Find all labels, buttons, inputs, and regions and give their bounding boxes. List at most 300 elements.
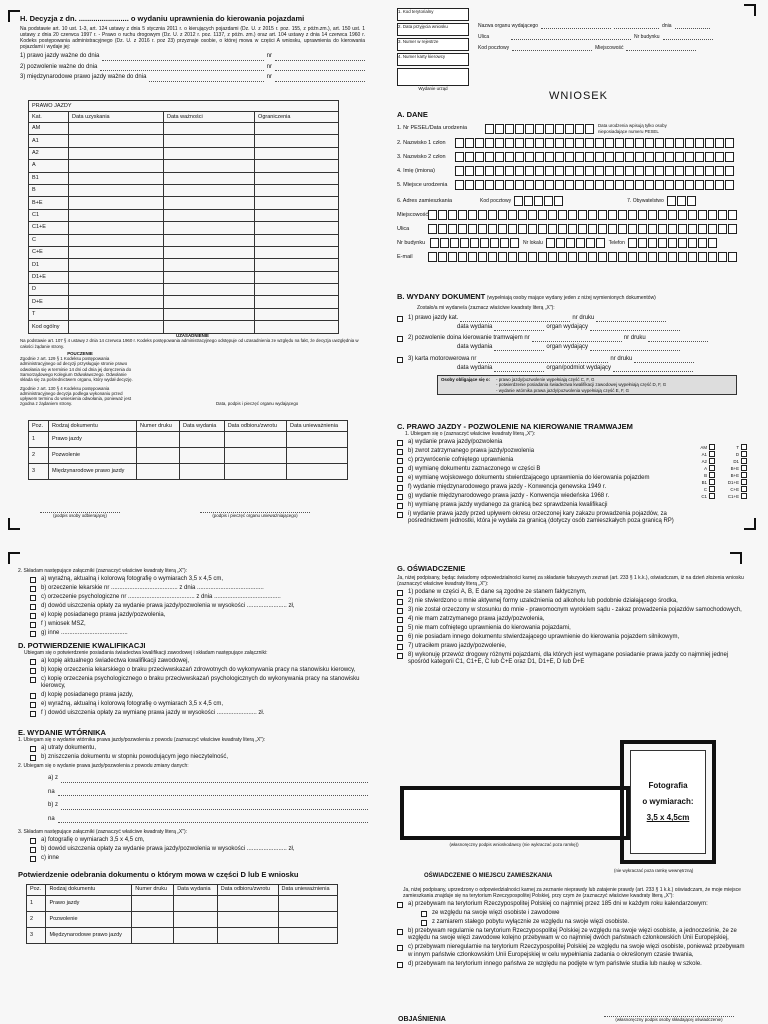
table-cell[interactable] — [255, 135, 339, 147]
category-checkbox[interactable] — [741, 479, 747, 485]
char-box[interactable] — [625, 180, 634, 190]
char-box[interactable] — [625, 138, 634, 148]
char-box[interactable] — [555, 124, 564, 134]
table-cell[interactable] — [163, 209, 254, 221]
char-box[interactable] — [578, 252, 587, 262]
char-box[interactable] — [688, 252, 697, 262]
char-box[interactable] — [685, 152, 694, 162]
checkbox[interactable] — [397, 929, 403, 935]
category-checkbox[interactable] — [741, 472, 747, 478]
category-checkbox[interactable] — [709, 458, 715, 464]
permit-date-field[interactable] — [100, 65, 263, 71]
char-box[interactable] — [535, 180, 544, 190]
table-cell[interactable] — [132, 927, 174, 943]
char-box[interactable] — [576, 238, 585, 248]
char-box[interactable] — [655, 138, 664, 148]
char-box[interactable] — [725, 152, 734, 162]
char-box[interactable] — [668, 252, 677, 262]
char-box[interactable] — [588, 224, 597, 234]
category-checkbox[interactable] — [741, 451, 747, 457]
checkbox[interactable] — [397, 945, 403, 951]
char-box[interactable] — [495, 124, 504, 134]
char-box[interactable] — [645, 180, 654, 190]
char-box[interactable] — [695, 152, 704, 162]
char-box[interactable] — [668, 238, 677, 248]
phone-boxes[interactable] — [628, 238, 718, 248]
table-cell[interactable] — [163, 160, 254, 172]
organ-postcode-field[interactable] — [512, 44, 592, 51]
checkbox[interactable] — [30, 595, 36, 601]
table-cell[interactable] — [224, 464, 286, 480]
char-box[interactable] — [535, 138, 544, 148]
char-box[interactable] — [648, 224, 657, 234]
char-box[interactable] — [605, 138, 614, 148]
char-box[interactable] — [468, 252, 477, 262]
table-cell[interactable] — [255, 184, 339, 196]
table-cell[interactable] — [163, 222, 254, 234]
char-box[interactable] — [685, 166, 694, 176]
checkbox[interactable] — [397, 962, 403, 968]
char-box[interactable] — [515, 124, 524, 134]
char-box[interactable] — [718, 210, 727, 220]
char-box[interactable] — [698, 224, 707, 234]
char-box[interactable] — [534, 196, 543, 206]
char-box[interactable] — [588, 210, 597, 220]
organ-building-field[interactable] — [663, 33, 713, 40]
char-box[interactable] — [575, 138, 584, 148]
table-cell[interactable] — [174, 911, 218, 927]
char-box[interactable] — [538, 210, 547, 220]
char-box[interactable] — [515, 138, 524, 148]
checkbox[interactable] — [30, 613, 36, 619]
char-box[interactable] — [475, 166, 484, 176]
city-boxes[interactable] — [428, 210, 738, 220]
char-box[interactable] — [685, 180, 694, 190]
char-box[interactable] — [625, 152, 634, 162]
char-box[interactable] — [638, 224, 647, 234]
char-box[interactable] — [695, 166, 704, 176]
char-box[interactable] — [615, 138, 624, 148]
char-box[interactable] — [575, 166, 584, 176]
char-box[interactable] — [514, 196, 523, 206]
char-box[interactable] — [648, 238, 657, 248]
table-cell[interactable] — [224, 448, 286, 464]
table-cell[interactable] — [163, 321, 254, 333]
char-box[interactable] — [608, 224, 617, 234]
char-box[interactable] — [568, 210, 577, 220]
char-box[interactable] — [635, 138, 644, 148]
table-cell[interactable] — [255, 271, 339, 283]
table-cell[interactable] — [255, 222, 339, 234]
char-box[interactable] — [595, 138, 604, 148]
table-cell[interactable] — [278, 911, 337, 927]
char-box[interactable] — [480, 238, 489, 248]
char-box[interactable] — [648, 252, 657, 262]
char-box[interactable] — [548, 252, 557, 262]
char-box[interactable] — [705, 166, 714, 176]
checkbox[interactable] — [397, 626, 403, 632]
change-b-to-field[interactable] — [58, 817, 368, 823]
table-cell[interactable] — [255, 321, 339, 333]
char-box[interactable] — [618, 210, 627, 220]
char-box[interactable] — [558, 224, 567, 234]
char-box[interactable] — [598, 210, 607, 220]
table-cell[interactable] — [255, 308, 339, 320]
char-box[interactable] — [545, 152, 554, 162]
char-box[interactable] — [485, 166, 494, 176]
checkbox[interactable] — [30, 746, 36, 752]
char-box[interactable] — [675, 138, 684, 148]
table-cell[interactable] — [69, 284, 164, 296]
char-box[interactable] — [705, 152, 714, 162]
category-checkbox[interactable] — [709, 444, 715, 450]
char-box[interactable] — [645, 152, 654, 162]
char-box[interactable] — [455, 138, 464, 148]
char-box[interactable] — [548, 210, 557, 220]
category-checkbox[interactable] — [741, 486, 747, 492]
organ-street-field[interactable] — [511, 33, 631, 40]
table-cell[interactable] — [163, 184, 254, 196]
table-cell[interactable] — [217, 927, 278, 943]
category-checkbox[interactable] — [741, 444, 747, 450]
char-box[interactable] — [428, 224, 437, 234]
char-box[interactable] — [605, 152, 614, 162]
char-box[interactable] — [565, 124, 574, 134]
char-box[interactable] — [575, 124, 584, 134]
checkbox[interactable] — [397, 635, 403, 641]
table-cell[interactable] — [163, 172, 254, 184]
table-cell[interactable] — [174, 927, 218, 943]
char-box[interactable] — [478, 252, 487, 262]
char-box[interactable] — [655, 152, 664, 162]
char-box[interactable] — [715, 152, 724, 162]
table-cell[interactable] — [69, 123, 164, 135]
char-box[interactable] — [698, 238, 707, 248]
table-cell[interactable] — [180, 432, 225, 448]
date-field[interactable] — [675, 22, 710, 29]
checkbox[interactable] — [397, 512, 403, 518]
checkbox[interactable] — [30, 693, 36, 699]
char-box[interactable] — [448, 252, 457, 262]
char-box[interactable] — [718, 224, 727, 234]
char-box[interactable] — [535, 152, 544, 162]
table-cell[interactable] — [174, 895, 218, 911]
char-box[interactable] — [450, 238, 459, 248]
char-box[interactable] — [515, 180, 524, 190]
email-boxes[interactable] — [428, 252, 738, 262]
table-cell[interactable] — [217, 911, 278, 927]
category-checkbox[interactable] — [741, 465, 747, 471]
char-box[interactable] — [628, 252, 637, 262]
char-box[interactable] — [585, 152, 594, 162]
char-box[interactable] — [518, 224, 527, 234]
char-box[interactable] — [498, 224, 507, 234]
checkbox[interactable] — [30, 677, 36, 683]
char-box[interactable] — [648, 210, 657, 220]
table-cell[interactable] — [180, 464, 225, 480]
checkbox[interactable] — [421, 920, 427, 926]
char-box[interactable] — [498, 210, 507, 220]
table-cell[interactable] — [255, 197, 339, 209]
table-cell[interactable] — [278, 927, 337, 943]
checkbox[interactable] — [397, 653, 403, 659]
table-cell[interactable] — [255, 234, 339, 246]
table-cell[interactable] — [137, 464, 180, 480]
table-cell[interactable] — [255, 147, 339, 159]
char-box[interactable] — [428, 210, 437, 220]
char-box[interactable] — [635, 180, 644, 190]
checkbox[interactable] — [30, 702, 36, 708]
table-cell[interactable] — [137, 432, 180, 448]
char-box[interactable] — [440, 238, 449, 248]
char-box[interactable] — [488, 224, 497, 234]
char-box[interactable] — [508, 252, 517, 262]
char-box[interactable] — [658, 210, 667, 220]
char-box[interactable] — [458, 224, 467, 234]
intl-date-field[interactable] — [149, 76, 263, 82]
table-cell[interactable] — [69, 222, 164, 234]
table-cell[interactable] — [69, 184, 164, 196]
char-box[interactable] — [465, 180, 474, 190]
checkbox[interactable] — [397, 485, 403, 491]
char-box[interactable] — [565, 152, 574, 162]
char-box[interactable] — [505, 166, 514, 176]
char-box[interactable] — [455, 166, 464, 176]
checkbox[interactable] — [397, 458, 403, 464]
char-box[interactable] — [586, 238, 595, 248]
char-box[interactable] — [538, 224, 547, 234]
names-boxes[interactable] — [455, 166, 735, 176]
char-box[interactable] — [438, 224, 447, 234]
char-box[interactable] — [515, 166, 524, 176]
apartment-boxes[interactable] — [546, 238, 606, 248]
char-box[interactable] — [524, 196, 533, 206]
char-box[interactable] — [508, 224, 517, 234]
char-box[interactable] — [677, 196, 686, 206]
char-box[interactable] — [678, 210, 687, 220]
char-box[interactable] — [708, 210, 717, 220]
char-box[interactable] — [575, 152, 584, 162]
char-box[interactable] — [658, 252, 667, 262]
checkbox[interactable] — [397, 467, 403, 473]
table-cell[interactable] — [255, 284, 339, 296]
license-date-field[interactable] — [102, 55, 263, 61]
char-box[interactable] — [675, 152, 684, 162]
place-field[interactable] — [614, 22, 659, 29]
char-box[interactable] — [675, 166, 684, 176]
char-box[interactable] — [465, 138, 474, 148]
char-box[interactable] — [678, 252, 687, 262]
char-box[interactable] — [578, 224, 587, 234]
table-cell[interactable] — [69, 135, 164, 147]
char-box[interactable] — [565, 180, 574, 190]
char-box[interactable] — [618, 252, 627, 262]
char-box[interactable] — [554, 196, 563, 206]
char-box[interactable] — [605, 166, 614, 176]
char-box[interactable] — [698, 252, 707, 262]
checkbox[interactable] — [30, 577, 36, 583]
checkbox[interactable] — [30, 711, 36, 717]
char-box[interactable] — [505, 138, 514, 148]
char-box[interactable] — [687, 196, 696, 206]
char-box[interactable] — [505, 180, 514, 190]
organ-city-field[interactable] — [626, 44, 696, 51]
surname2-boxes[interactable] — [455, 152, 735, 162]
char-box[interactable] — [565, 138, 574, 148]
table-cell[interactable] — [163, 284, 254, 296]
char-box[interactable] — [618, 224, 627, 234]
char-box[interactable] — [728, 252, 737, 262]
photo-box[interactable]: Fotografia o wymiarach: 3,5 x 4,5cm — [630, 750, 706, 854]
char-box[interactable] — [608, 210, 617, 220]
char-box[interactable] — [535, 166, 544, 176]
char-box[interactable] — [655, 166, 664, 176]
table-cell[interactable] — [69, 209, 164, 221]
table-cell[interactable] — [163, 147, 254, 159]
char-box[interactable] — [538, 252, 547, 262]
char-box[interactable] — [638, 252, 647, 262]
char-box[interactable] — [655, 180, 664, 190]
table-cell[interactable] — [69, 234, 164, 246]
checkbox[interactable] — [397, 902, 403, 908]
char-box[interactable] — [495, 138, 504, 148]
char-box[interactable] — [565, 166, 574, 176]
char-box[interactable] — [665, 152, 674, 162]
char-box[interactable] — [478, 224, 487, 234]
char-box[interactable] — [488, 252, 497, 262]
char-box[interactable] — [518, 252, 527, 262]
char-box[interactable] — [558, 252, 567, 262]
char-box[interactable] — [535, 124, 544, 134]
table-cell[interactable] — [255, 160, 339, 172]
char-box[interactable] — [558, 210, 567, 220]
char-box[interactable] — [455, 180, 464, 190]
checkbox[interactable] — [30, 755, 36, 761]
char-box[interactable] — [728, 210, 737, 220]
table-cell[interactable] — [255, 209, 339, 221]
char-box[interactable] — [585, 180, 594, 190]
char-box[interactable] — [544, 196, 553, 206]
char-box[interactable] — [628, 238, 637, 248]
char-box[interactable] — [505, 152, 514, 162]
char-box[interactable] — [615, 180, 624, 190]
char-box[interactable] — [665, 180, 674, 190]
char-box[interactable] — [708, 252, 717, 262]
char-box[interactable] — [568, 252, 577, 262]
table-cell[interactable] — [287, 448, 348, 464]
checkbox[interactable] — [397, 608, 403, 614]
char-box[interactable] — [605, 180, 614, 190]
char-box[interactable] — [546, 238, 555, 248]
char-box[interactable] — [475, 152, 484, 162]
char-box[interactable] — [665, 166, 674, 176]
char-box[interactable] — [525, 166, 534, 176]
table-cell[interactable] — [278, 895, 337, 911]
pesel-boxes[interactable] — [485, 124, 595, 134]
permit-nr-field[interactable] — [275, 64, 365, 71]
table-cell[interactable] — [163, 259, 254, 271]
char-box[interactable] — [455, 152, 464, 162]
char-box[interactable] — [488, 210, 497, 220]
category-checkbox[interactable] — [741, 493, 747, 499]
table-cell[interactable] — [255, 172, 339, 184]
checkbox[interactable] — [30, 847, 36, 853]
organ-field[interactable] — [541, 22, 611, 29]
birthplace-boxes[interactable] — [455, 180, 735, 190]
building-boxes[interactable] — [430, 238, 520, 248]
char-box[interactable] — [628, 210, 637, 220]
checkbox[interactable] — [397, 494, 403, 500]
doc-license-checkbox[interactable] — [397, 316, 403, 322]
char-box[interactable] — [715, 180, 724, 190]
char-box[interactable] — [705, 180, 714, 190]
char-box[interactable] — [638, 238, 647, 248]
char-box[interactable] — [505, 124, 514, 134]
surname1-boxes[interactable] — [455, 138, 735, 148]
table-cell[interactable] — [163, 123, 254, 135]
checkbox[interactable] — [397, 599, 403, 605]
char-box[interactable] — [585, 124, 594, 134]
char-box[interactable] — [725, 180, 734, 190]
char-box[interactable] — [528, 224, 537, 234]
char-box[interactable] — [438, 252, 447, 262]
char-box[interactable] — [568, 224, 577, 234]
char-box[interactable] — [518, 210, 527, 220]
char-box[interactable] — [460, 238, 469, 248]
char-box[interactable] — [498, 252, 507, 262]
char-box[interactable] — [545, 124, 554, 134]
char-box[interactable] — [645, 138, 654, 148]
char-box[interactable] — [595, 166, 604, 176]
char-box[interactable] — [495, 180, 504, 190]
char-box[interactable] — [458, 210, 467, 220]
table-cell[interactable] — [180, 448, 225, 464]
table-cell[interactable] — [69, 271, 164, 283]
category-checkbox[interactable] — [709, 493, 715, 499]
char-box[interactable] — [495, 166, 504, 176]
table-cell[interactable] — [255, 246, 339, 258]
char-box[interactable] — [668, 210, 677, 220]
char-box[interactable] — [598, 224, 607, 234]
char-box[interactable] — [688, 210, 697, 220]
char-box[interactable] — [708, 238, 717, 248]
char-box[interactable] — [708, 224, 717, 234]
char-box[interactable] — [545, 138, 554, 148]
table-cell[interactable] — [69, 197, 164, 209]
char-box[interactable] — [528, 252, 537, 262]
category-checkbox[interactable] — [709, 451, 715, 457]
char-box[interactable] — [635, 152, 644, 162]
char-box[interactable] — [525, 124, 534, 134]
table-cell[interactable] — [163, 234, 254, 246]
char-box[interactable] — [545, 166, 554, 176]
table-cell[interactable] — [224, 432, 286, 448]
char-box[interactable] — [698, 210, 707, 220]
checkbox[interactable] — [30, 856, 36, 862]
category-checkbox[interactable] — [741, 458, 747, 464]
char-box[interactable] — [628, 224, 637, 234]
char-box[interactable] — [638, 210, 647, 220]
category-checkbox[interactable] — [709, 472, 715, 478]
change-b-from-field[interactable] — [61, 804, 368, 810]
char-box[interactable] — [667, 196, 676, 206]
char-box[interactable] — [685, 138, 694, 148]
table-cell[interactable] — [132, 911, 174, 927]
char-box[interactable] — [598, 252, 607, 262]
char-box[interactable] — [678, 224, 687, 234]
char-box[interactable] — [595, 180, 604, 190]
char-box[interactable] — [688, 224, 697, 234]
